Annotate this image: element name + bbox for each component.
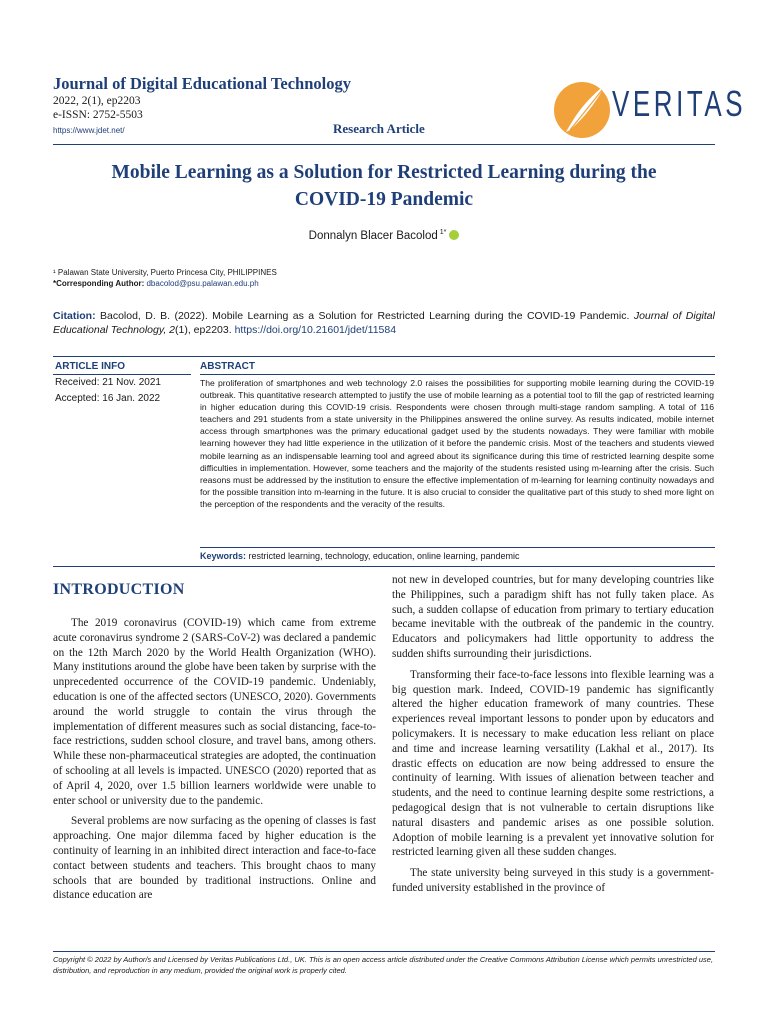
abstract-text: The proliferation of smartphones and web technology 2.0 raises the possibilities for supporting mobile learning during the COVID-19 outbreak. This quantitative research attempted to justify the use of mobile learning as a potential tool to fill the gap of restricted learning in higher education during this COVID-19 crisis. Respondents were chosen through multi-stage random sampling. A total of 116 teachers and 291 students from a state university in the Philippines answered the online survey. As results indicated, mobile internet access through smartphones was the primary educational gadget used by the students nowadays. They were familiar with mobile learning however they had little experience in the utilization of it before the pandemic crisis. Most of the teachers and students viewed mobile learning as an indispensable learning tool and agreed about its significance during this time of restricted learning despite some difficulties in implementation. However, some teachers and the majority of the students resisted using m-learning after the crisis. Such reasons must be addressed by the institution to ensure the effective implementation of m-learning for learning continuity nowadays and for the possible transition into m-learning in the future. It is also crucial to consider the qualitative part of this study to shed more light on the perception of the respondents and the veracity of the results. [200,378,714,509]
issn: e-ISSN: 2752-5503 [53,109,143,121]
title-line-1: Mobile Learning as a Solution for Restricted Learning during the [111,162,657,183]
journal-url[interactable]: https://www.jdet.net/ [53,126,125,135]
author-superscript: 1* [437,229,447,236]
veritas-logo-icon [552,74,612,146]
keywords-divider [200,547,715,548]
citation-doi[interactable]: https://doi.org/10.21601/jdet/11584 [234,323,397,336]
corresponding-label: *Corresponding Author: [53,279,145,288]
affiliation: ¹ Palawan State University, Puerto Princesa City, PHILIPPINES [53,268,277,277]
intro-paragraph: The state university being surveyed in this study is a government-funded university established in the province of [392,867,714,894]
citation-journal: Journal of Digital Educational Technology, 2 [53,310,715,336]
citation-text: Bacolod, D. B. (2022). Mobile Learning as a Solution for Restricted Learning during the COVID-19 Pandemic. [99,310,630,322]
intro-paragraph: Transforming their face-to-face lessons into flexible learning was a big question mark. Indeed, COVID-19 pandemic has significantly altered the higher education framework of many countries. These experiences reveal important lessons to ponder upon by educators and policymakers. It is necessary to make education less reliant on place and time and increase learning versatility (Lakhal et al., 2017). Its drastic effects on education are now being addressed to ensure the continuity of learning. With issues of alienation between teacher and students, and the need to continue learning despite some restrictions, a pedagogical design that is not vulnerable to certain disruptions like natural disasters and pandemic arises as one possible solution. Adoption of mobile learning is a prevalent yet innovative solution for restricted learning given all these sudden changes. [392,668,714,859]
author-name: Donnalyn Blacer Bacolod [308,229,438,242]
keywords [200,551,714,561]
title-line-2: COVID-19 Pandemic [294,189,474,210]
citation [53,310,715,337]
header-divider [53,144,715,145]
keywords-list: restricted learning, technology, education, online learning, pandemic [248,551,520,561]
received-date: Received: 21 Nov. 2021 [55,377,161,388]
corresponding-author [53,279,259,288]
keywords-label: Keywords: [200,551,247,561]
info-top-divider [53,356,715,357]
info-label-divider [53,374,191,375]
citation-rest: (1), ep2203. [175,323,232,336]
intro-paragraph: not new in developed countries, but for many developing countries like the Philippines, such a paradigm shift has not fully taken place. As such, a sudden collapse of education from primary to tertiary education became inevitable with the outbreak of the pandemic in the country. Educators and policymakers had little opportunity to address the sudden shifts surrounding their jurisdictions. [392,574,714,660]
orcid-icon[interactable] [449,230,459,240]
accepted-date: Accepted: 16 Jan. 2022 [55,393,161,404]
intro-left-column [53,616,376,909]
intro-right-column [392,573,714,902]
citation-label: Citation: [53,310,96,322]
article-type: Research Article [333,121,425,136]
intro-paragraph: The 2019 coronavirus (COVID-19) which came from extreme acute coronavirus syndrome 2 (SARS-CoV-2) was declared a pandemic on the 12th March 2020 by the World Health Organization (WHO). Many institutions around the globe have been taken by surprise with the unprecedented occurrence of the COVID-19 pandemic. Undeniably, education is one of the affected sectors (UNESCO, 2020). Governments around the world struggle to contain the virus through the implementation of different measures such as social distancing, face-to-face restrictions, sudden school closure, and travel bans, among others. While these non-pharmaceutical strategies are adopted, the continuation of schooling at all levels is impacted. UNESCO (2020) reported that as of April 4, 2020, over 1.5 billion learners worldwide were unable to enter school or university due to the pandemic. [53,617,376,807]
veritas-logo-text: VERITAS [612,83,747,124]
abstract-label: ABSTRACT [200,361,255,372]
intro-paragraph: Several problems are now surfacing as the opening of classes is fast approaching. One major dilemma faced by higher education is the continuity of learning in an inhibited direct interaction and face-to-face contact between students and teachers. This brought chaos to many schools that are bounded by traditional instructions. Online and distance education are [53,815,376,902]
abstract-bottom-divider [53,566,715,567]
footer-divider [53,951,715,952]
article-info-label: ARTICLE INFO [55,361,125,372]
author-line [0,229,768,242]
abstract-label-divider [200,374,715,375]
copyright-footer: Copyright © 2022 by Author/s and Licensed by Veritas Publications Ltd., UK. This is an open access article distributed under the Creative Commons Attribution License which permits unrestricted use, distribution, and reproduction in any medium, provided the original work is properly cited. [53,955,714,975]
journal-title: Journal of Digital Educational Technology [53,74,351,93]
introduction-heading: INTRODUCTION [53,581,185,598]
corresponding-email[interactable]: dbacolod@psu.palawan.edu.ph [146,279,259,288]
paper-title [53,159,715,213]
issue-info: 2022, 2(1), ep2203 [53,95,141,107]
